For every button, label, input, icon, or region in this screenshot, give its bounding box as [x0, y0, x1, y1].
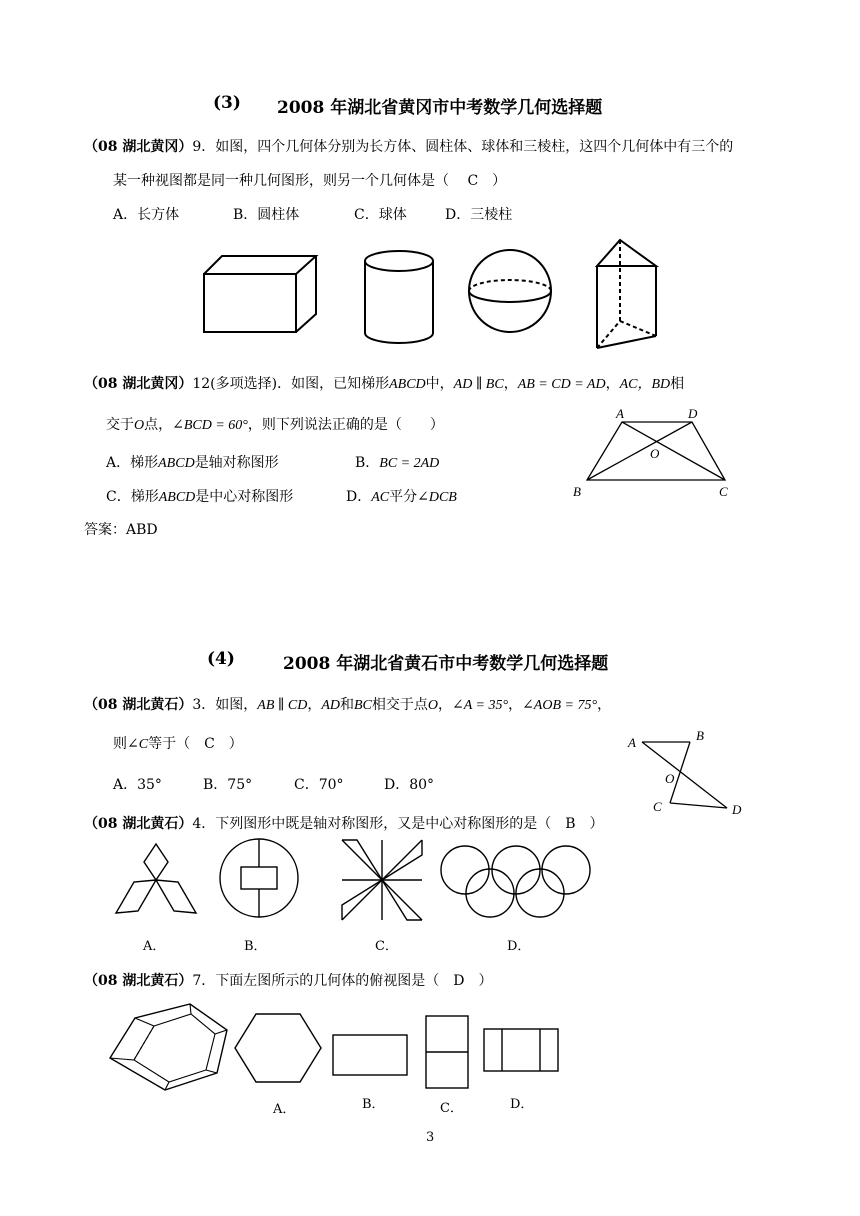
q3-label-o: O [665, 771, 675, 786]
q4-figure-c-pinwheel [342, 840, 422, 920]
q12-opt-a-2: ABCD [158, 456, 195, 471]
q12-source: （08 湖北黄冈） [84, 376, 193, 392]
q12-trapezoid-figure [570, 404, 740, 500]
q7-source: （08 湖北黄石） [84, 973, 193, 989]
q3-label-c: C [653, 799, 662, 814]
q3-text-2c: 等于（ C ） [148, 736, 243, 752]
q12-label-c: C [719, 484, 728, 499]
q3-text-1l: ∠AOB = 75° [522, 698, 598, 713]
q12-label-b: B [573, 484, 581, 499]
q7-label-c: C． [440, 1101, 463, 1116]
q9-line1 [84, 136, 733, 156]
q12-text-2a: 交于 [106, 417, 134, 433]
q12-opt-d-3: 平分 [389, 489, 418, 505]
q3-label-b: B [696, 728, 704, 743]
q7-label-a: A． [273, 1102, 296, 1117]
q4-figure-b-circle [220, 839, 298, 917]
section3-number: (3) [213, 93, 241, 113]
q3-text-1c: ， [307, 697, 322, 713]
section4-number: (4) [207, 649, 235, 669]
q12-opt-a-3: 是轴对称图形 [194, 455, 279, 471]
prism-shape [597, 240, 656, 348]
q3-text-1j: ∠A = 35° [452, 698, 509, 713]
q12-label-d: D [688, 406, 698, 421]
q3-text-2b: ∠C [127, 737, 149, 752]
q12-text-2e: ，则下列说法正确的是（ ） [247, 417, 444, 433]
q9-solids-figure [200, 236, 670, 356]
q12-text-1h: AC，BD [619, 377, 671, 392]
q3-line1 [84, 694, 611, 714]
q9-option-b: B．圆柱体 [233, 207, 300, 223]
q7-label-d: D． [510, 1097, 534, 1112]
q12-option-b [355, 452, 439, 472]
q9-line2: 某一种视图都是同一种几何图形，则另一个几何体是（ C ） [113, 173, 507, 189]
q7-option-b-rectangle [333, 1035, 407, 1075]
q7-line [84, 970, 493, 990]
q12-opt-c-1: C．梯形 [106, 489, 159, 505]
q3-line2 [113, 733, 243, 753]
q12-opt-c-3: 是中心对称图形 [195, 489, 294, 505]
q12-text-1g: ， [605, 376, 620, 392]
q9-option-d: D．三棱柱 [445, 207, 513, 223]
q9-option-c: C．球体 [354, 207, 407, 223]
q4-figures [110, 838, 600, 922]
q4-label-c: C． [375, 939, 398, 954]
q7-option-c-rectangles [426, 1016, 468, 1088]
sphere-shape [469, 250, 551, 332]
q3-option-c: C．70° [294, 777, 344, 793]
q3-text-1a: 3．如图， [192, 697, 258, 713]
q12-label-a: A [616, 406, 624, 421]
q4-figure-a-rhombi [116, 844, 196, 913]
q3-text-2a: 则 [113, 736, 127, 752]
q7-text: 7．下面左图所示的几何体的俯视图是（ D ） [192, 973, 493, 989]
q3-text-1g: 相交于点 [371, 697, 428, 713]
q3-option-d: D．80° [384, 777, 435, 793]
q12-opt-a-1: A．梯形 [106, 455, 159, 471]
q3-text-1k: ， [508, 697, 523, 713]
q12-opt-d-2: AC [371, 490, 390, 505]
q4-label-b: B． [244, 939, 267, 954]
q4-label-d: D． [507, 939, 531, 954]
q12-opt-b-2: BC = 2AD [379, 456, 440, 471]
q9-option-a: A．长方体 [113, 207, 180, 223]
q3-source: （08 湖北黄石） [84, 697, 193, 713]
q12-text-2c: 点， [144, 417, 173, 433]
q12-text-2d: ∠BCD = 60° [172, 418, 248, 433]
q3-text-1m: ， [597, 697, 612, 713]
q4-figure-d-rings [441, 846, 590, 917]
section3-answer: 答案：ABD [84, 522, 158, 538]
q3-option-a: A．35° [113, 777, 162, 793]
q4-text: 4．下列图形中既是轴对称图形，又是中心对称图形的是（ B ） [192, 816, 604, 832]
q12-text-1b: ABCD [389, 377, 426, 392]
q12-line1 [84, 373, 684, 393]
q9-text-1: 9．如图，四个几何体分别为长方体、圆柱体、球体和三棱柱，这四个几何体中有三个的 [192, 139, 734, 155]
q12-text-1f: AB = CD = AD [517, 377, 606, 392]
q7-label-b: B． [362, 1097, 385, 1112]
q3-text-1e: 和 [339, 697, 354, 713]
section3-title: 2008 年湖北省黄冈市中考数学几何选择题 [277, 98, 603, 118]
q12-line2 [106, 414, 444, 434]
q12-opt-c-2: ABCD [158, 490, 196, 505]
q12-option-c [106, 486, 293, 506]
q7-solid [110, 1004, 227, 1090]
q7-figures [105, 998, 565, 1098]
cuboid-shape [204, 256, 316, 332]
cylinder-shape [365, 251, 433, 343]
q4-label-a: A． [143, 939, 166, 954]
q12-opt-b-1: B． [355, 455, 380, 471]
q3-label-a: A [628, 735, 636, 750]
q3-text-1f: BC [353, 698, 372, 713]
q3-option-b: B．75° [203, 777, 253, 793]
section4-title: 2008 年湖北省黄石市中考数学几何选择题 [283, 654, 609, 674]
q12-text-1i: 相 [670, 376, 685, 392]
q3-text-1i: ， [438, 697, 452, 713]
q4-source: （08 湖北黄石） [84, 816, 193, 832]
q12-text-1e: ， [503, 376, 518, 392]
q9-source: （08 湖北黄冈） [84, 139, 193, 155]
q12-label-o: O [650, 446, 660, 461]
q12-text-1d: AD ∥ BC [453, 377, 504, 392]
q3-crossing-figure [620, 726, 750, 820]
q12-text-2b: O [134, 418, 145, 433]
q3-text-1b: AB ∥ CD [257, 698, 308, 713]
q12-text-1a: 12(多项选择)．如图，已知梯形 [192, 376, 390, 392]
q12-opt-d-4: ∠DCB [417, 490, 457, 505]
q7-option-d-rectangles [484, 1029, 558, 1071]
q12-option-a [106, 452, 279, 472]
page-number: 3 [426, 1130, 435, 1145]
q12-opt-d-1: D． [346, 489, 372, 505]
q12-option-d [346, 486, 457, 506]
q3-text-1d: AD [321, 698, 340, 713]
q12-text-1c: 中， [425, 376, 454, 392]
q4-line [84, 813, 604, 833]
q3-text-1h: O [427, 698, 438, 713]
q7-option-a-hexagon [235, 1014, 321, 1082]
q3-label-d: D [732, 802, 742, 817]
